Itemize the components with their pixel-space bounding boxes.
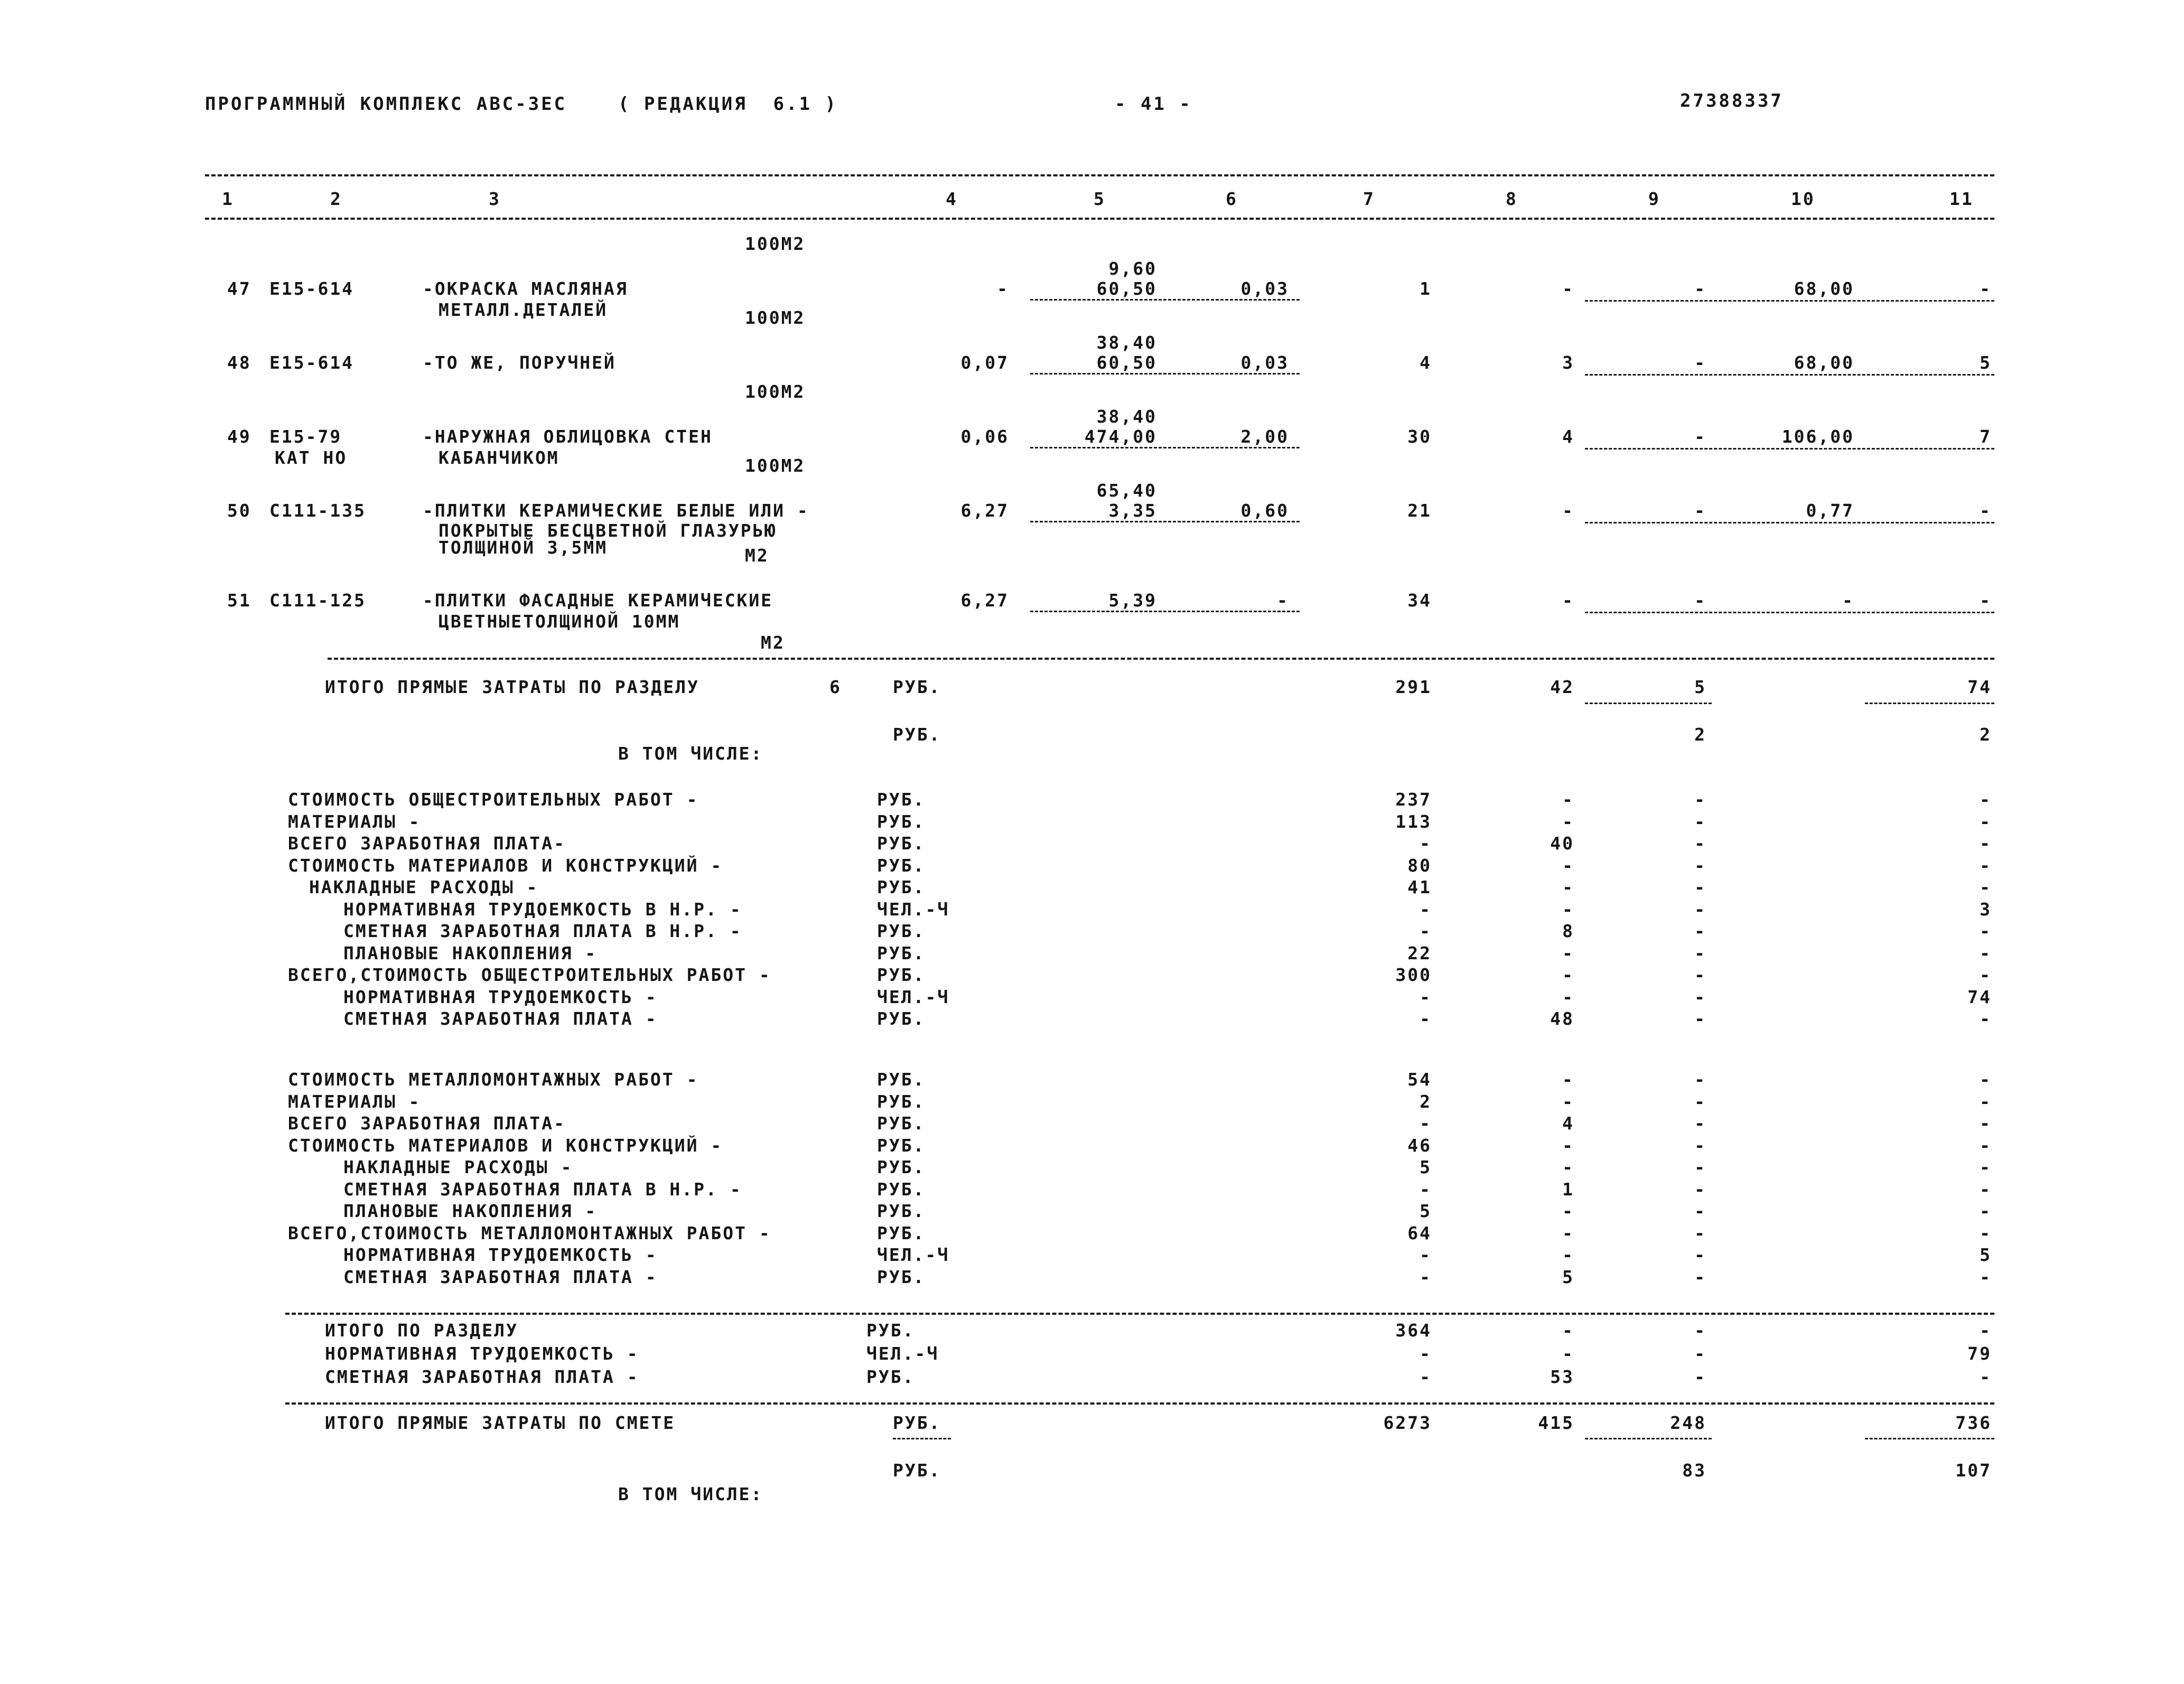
cost-total: 30 (1407, 426, 1432, 447)
estimate-total-cost: 6273 (1383, 1412, 1432, 1433)
cost-total: 1 (1420, 278, 1432, 299)
breakdown-salary: - (1562, 942, 1574, 963)
quantity: - (997, 278, 1009, 299)
breakdown-machines: - (1694, 855, 1706, 876)
breakdown-machines: - (1694, 1266, 1706, 1287)
breakdown-label: СМЕТНАЯ ЗАРАБОТНАЯ ПЛАТА - (343, 1266, 658, 1287)
rule-line (328, 658, 1994, 660)
rule-line (1030, 299, 1300, 301)
summary-cost: - (1420, 1367, 1432, 1387)
breakdown-unit: ЧЕЛ.-Ч (877, 986, 950, 1007)
breakdown-machines: - (1694, 789, 1706, 810)
summary-cost: - (1420, 1343, 1432, 1364)
breakdown-unit: РУБ. (877, 1157, 926, 1177)
currency-unit: РУБ. (893, 724, 941, 745)
rule-line (1585, 374, 1994, 376)
rule-line (1585, 522, 1994, 523)
breakdown-label: ПЛАНОВЫЕ НАКОПЛЕНИЯ - (343, 942, 598, 963)
breakdown-unit: РУБ. (877, 1222, 926, 1243)
item-description-line2: ЦВЕТНЫЕТОЛЩИНОЙ 10ММ (438, 611, 680, 632)
breakdown-cost: - (1420, 921, 1432, 941)
breakdown-unit: ЧЕЛ.-Ч (877, 899, 950, 920)
currency-unit: РУБ. (893, 1460, 941, 1481)
item-description: -ПЛИТКИ КЕРАМИЧЕСКИЕ БЕЛЫЕ ИЛИ - (423, 500, 809, 521)
unit-label-last: М2 (761, 632, 785, 653)
labor-total: 7 (1980, 426, 1992, 447)
breakdown-unit: РУБ. (877, 1266, 926, 1287)
labor-rate: 0,60 (1240, 500, 1289, 521)
breakdown-unit: РУБ. (877, 811, 926, 832)
breakdown-cost: 80 (1407, 855, 1432, 876)
breakdown-labor: - (1980, 1091, 1992, 1112)
norm-rate: 106,00 (1781, 426, 1854, 447)
salary-total: 3 (1562, 352, 1574, 373)
norm-rate: 68,00 (1794, 278, 1854, 299)
breakdown-machines: - (1694, 1222, 1706, 1243)
column-header-8: 8 (1506, 189, 1518, 209)
breakdown-labor: - (1980, 1069, 1992, 1090)
item-description-line3: ТОЛЩИНОЙ 3,5ММ (438, 537, 608, 558)
breakdown-machines: - (1694, 986, 1706, 1007)
summary-label: НОРМАТИВНАЯ ТРУДОЕМКОСТЬ - (325, 1343, 639, 1364)
breakdown-machines: - (1694, 965, 1706, 985)
unit-cost: 60,50 (1096, 278, 1157, 299)
column-header-1: 1 (222, 189, 234, 209)
breakdown-salary: - (1562, 855, 1574, 876)
unit-label: 100М2 (745, 381, 806, 402)
machines-total: - (1694, 590, 1706, 611)
estimate-total-label: ИТОГО ПРЯМЫЕ ЗАТРАТЫ ПО СМЕТЕ (325, 1412, 676, 1433)
breakdown-cost: 46 (1407, 1135, 1432, 1156)
summary-labor: - (1980, 1367, 1992, 1387)
summary-machines: - (1694, 1367, 1706, 1387)
rate-upper: 65,40 (1096, 480, 1157, 501)
breakdown-label: ВСЕГО ЗАРАБОТНАЯ ПЛАТА- (288, 833, 566, 854)
breakdown-label: СТОИМОСТЬ ОБЩЕСТРОИТЕЛЬНЫХ РАБОТ - (288, 789, 699, 810)
breakdown-cost: - (1420, 899, 1432, 920)
item-number: 47 (227, 278, 251, 299)
breakdown-label: НАКЛАДНЫЕ РАСХОДЫ - (343, 1157, 573, 1177)
item-number: 48 (227, 352, 251, 373)
breakdown-labor: - (1980, 1222, 1992, 1243)
breakdown-labor: - (1980, 921, 1992, 941)
breakdown-cost: 237 (1395, 789, 1432, 810)
item-number: 50 (227, 500, 251, 521)
summary-label: ИТОГО ПО РАЗДЕЛУ (325, 1320, 518, 1341)
breakdown-labor: - (1980, 1008, 1992, 1029)
column-header-3: 3 (489, 189, 501, 209)
item-description-line2: МЕТАЛЛ.ДЕТАЛЕЙ (438, 300, 608, 320)
unit-cost: 60,50 (1096, 352, 1157, 373)
column-header-10: 10 (1791, 189, 1815, 209)
unit-cost: 3,35 (1108, 500, 1157, 521)
breakdown-machines: - (1694, 1245, 1706, 1265)
breakdown-machines: - (1694, 1135, 1706, 1156)
item-description: -ОКРАСКА МАСЛЯНАЯ (423, 278, 628, 299)
labor-total: - (1980, 500, 1992, 521)
breakdown-labor: 5 (1980, 1245, 1992, 1265)
breakdown-unit: РУБ. (877, 833, 926, 854)
breakdown-cost: - (1420, 1178, 1432, 1200)
rate-upper: 38,40 (1096, 332, 1157, 353)
summary-unit: ЧЕЛ.-Ч (866, 1343, 939, 1364)
breakdown-labor: - (1980, 942, 1992, 963)
breakdown-unit: РУБ. (877, 965, 926, 985)
breakdown-label: МАТЕРИАЛЫ - (288, 811, 421, 832)
machines-total: - (1694, 352, 1706, 373)
breakdown-salary: - (1562, 986, 1574, 1007)
labor-rate: - (1277, 590, 1289, 611)
breakdown-unit: РУБ. (877, 1008, 926, 1029)
norm-rate: - (1842, 590, 1854, 611)
salary-total: - (1562, 500, 1574, 521)
breakdown-machines: - (1694, 942, 1706, 963)
breakdown-salary: - (1562, 1222, 1574, 1243)
item-description: -ТО ЖЕ, ПОРУЧНЕЙ (423, 352, 616, 373)
breakdown-labor: - (1980, 1266, 1992, 1287)
quantity: 6,27 (960, 590, 1009, 611)
labor-total: - (1980, 590, 1992, 611)
breakdown-cost: 41 (1407, 877, 1432, 897)
rule-line (1030, 521, 1300, 522)
salary-total: 4 (1562, 426, 1574, 447)
breakdown-machines: - (1694, 1178, 1706, 1200)
summary-labor: 79 (1967, 1343, 1992, 1364)
breakdown-label: ВСЕГО ЗАРАБОТНАЯ ПЛАТА- (288, 1113, 566, 1134)
breakdown-label: НАКЛАДНЫЕ РАСХОДЫ - (309, 877, 539, 897)
breakdown-label: СТОИМОСТЬ МЕТАЛЛОМОНТАЖНЫХ РАБОТ - (288, 1069, 699, 1090)
breakdown-cost: - (1420, 986, 1432, 1007)
breakdown-label: ВСЕГО,СТОИМОСТЬ МЕТАЛЛОМОНТАЖНЫХ РАБОТ - (288, 1222, 771, 1243)
summary-salary: - (1562, 1343, 1574, 1364)
breakdown-salary: 4 (1562, 1113, 1574, 1134)
rule-line (1865, 703, 1994, 704)
breakdown-unit: ЧЕЛ.-Ч (877, 1245, 950, 1265)
program-name: ПРОГРАММНЫЙ КОМПЛЕКС АВС-ЗЕС (205, 93, 567, 115)
breakdown-salary: - (1562, 1135, 1574, 1156)
estimate-total-labor: 736 (1955, 1412, 1992, 1433)
item-code: Е15-614 (269, 278, 354, 299)
breakdown-salary: 1 (1562, 1178, 1574, 1200)
labor-total: 5 (1980, 352, 1992, 373)
breakdown-machines: - (1694, 811, 1706, 832)
rule-line (1585, 300, 1994, 302)
unit-label: 100М2 (745, 233, 806, 254)
rate-upper: 38,40 (1096, 406, 1157, 427)
breakdown-machines: - (1694, 1157, 1706, 1177)
currency-unit: РУБ. (893, 1412, 941, 1433)
item-code: Е15-79 (269, 426, 342, 447)
section-total-machines-salary: 2 (1694, 724, 1706, 745)
rule-line (285, 1402, 1994, 1405)
breakdown-labor: - (1980, 1113, 1992, 1134)
breakdown-labor: - (1980, 965, 1992, 985)
breakdown-cost: 113 (1395, 811, 1432, 832)
column-header-7: 7 (1363, 189, 1375, 209)
breakdown-unit: РУБ. (877, 877, 926, 897)
salary-total: - (1562, 590, 1574, 611)
breakdown-salary: - (1562, 1201, 1574, 1221)
breakdown-cost: - (1420, 1266, 1432, 1287)
breakdown-salary: - (1562, 789, 1574, 810)
machines-total: - (1694, 278, 1706, 299)
column-header-6: 6 (1226, 189, 1238, 209)
cost-total: 34 (1407, 590, 1432, 611)
breakdown-unit: РУБ. (877, 942, 926, 963)
rule-line (1030, 611, 1300, 612)
breakdown-label: СТОИМОСТЬ МАТЕРИАЛОВ И КОНСТРУКЦИЙ - (288, 1135, 723, 1156)
section-total-machines: 5 (1694, 677, 1706, 697)
breakdown-cost: - (1420, 1245, 1432, 1265)
breakdown-label: СМЕТНАЯ ЗАРАБОТНАЯ ПЛАТА - (343, 1008, 658, 1029)
breakdown-label: СМЕТНАЯ ЗАРАБОТНАЯ ПЛАТА В Н.Р. - (343, 1178, 742, 1200)
section-total-label: ИТОГО ПРЯМЫЕ ЗАТРАТЫ ПО РАЗДЕЛУ (325, 677, 699, 697)
breakdown-labor: - (1980, 1135, 1992, 1156)
breakdown-label: ВСЕГО,СТОИМОСТЬ ОБЩЕСТРОИТЕЛЬНЫХ РАБОТ - (288, 965, 771, 985)
rule-line (285, 1313, 1994, 1315)
breakdown-salary: - (1562, 1091, 1574, 1112)
estimate-total-machines-salary: 83 (1682, 1460, 1706, 1481)
breakdown-cost: 5 (1420, 1157, 1432, 1177)
rule-line (205, 218, 1994, 220)
unit-label: 100М2 (745, 455, 806, 476)
section-total-labor-extra: 2 (1980, 724, 1992, 745)
item-description-line2: КАБАНЧИКОМ (438, 447, 559, 468)
breakdown-salary: - (1562, 1245, 1574, 1265)
summary-cost: 364 (1395, 1320, 1432, 1341)
breakdown-label: НОРМАТИВНАЯ ТРУДОЕМКОСТЬ - (343, 1245, 658, 1265)
rule-line (893, 1438, 951, 1439)
summary-machines: - (1694, 1320, 1706, 1341)
breakdown-machines: - (1694, 1091, 1706, 1112)
breakdown-machines: - (1694, 833, 1706, 854)
breakdown-label: СТОИМОСТЬ МАТЕРИАЛОВ И КОНСТРУКЦИЙ - (288, 855, 723, 876)
summary-salary: 53 (1550, 1367, 1574, 1387)
rule-line (1865, 1438, 1994, 1439)
column-header-9: 9 (1648, 189, 1660, 209)
breakdown-labor: - (1980, 833, 1992, 854)
unit-label: 100М2 (745, 307, 806, 328)
breakdown-unit: РУБ. (877, 789, 926, 810)
breakdown-unit: РУБ. (877, 921, 926, 941)
including-label: В ТОМ ЧИСЛЕ: (618, 1484, 763, 1504)
salary-total: - (1562, 278, 1574, 299)
breakdown-labor: - (1980, 811, 1992, 832)
breakdown-unit: РУБ. (877, 1135, 926, 1156)
breakdown-cost: 54 (1407, 1069, 1432, 1090)
breakdown-cost: - (1420, 1113, 1432, 1134)
breakdown-cost: - (1420, 833, 1432, 854)
labor-rate: 2,00 (1240, 426, 1289, 447)
breakdown-unit: РУБ. (877, 1091, 926, 1112)
quantity: 0,06 (960, 426, 1009, 447)
breakdown-label: НОРМАТИВНАЯ ТРУДОЕМКОСТЬ В Н.Р. - (343, 899, 742, 920)
breakdown-salary: 8 (1562, 921, 1574, 941)
breakdown-unit: РУБ. (877, 855, 926, 876)
breakdown-salary: - (1562, 899, 1574, 920)
breakdown-unit: РУБ. (877, 1069, 926, 1090)
document-code: 27388337 (1680, 90, 1784, 111)
column-header-2: 2 (330, 189, 342, 209)
section-total-salary: 42 (1550, 677, 1574, 697)
item-code: С111-135 (269, 500, 366, 521)
rule-line (1585, 1438, 1712, 1439)
breakdown-machines: - (1694, 899, 1706, 920)
breakdown-cost: 300 (1395, 965, 1432, 985)
summary-unit: РУБ. (866, 1320, 915, 1341)
estimate-total-salary: 415 (1538, 1412, 1574, 1433)
quantity: 0,07 (960, 352, 1009, 373)
cost-total: 21 (1407, 500, 1432, 521)
breakdown-salary: - (1562, 877, 1574, 897)
breakdown-unit: РУБ. (877, 1113, 926, 1134)
rate-upper: 9,60 (1108, 258, 1157, 279)
section-total-labor: 74 (1967, 677, 1992, 697)
breakdown-label: МАТЕРИАЛЫ - (288, 1091, 421, 1112)
estimate-total-labor-extra: 107 (1955, 1460, 1992, 1481)
breakdown-cost: - (1420, 1008, 1432, 1029)
rule-line (1585, 448, 1994, 450)
cost-total: 4 (1420, 352, 1432, 373)
breakdown-labor: 3 (1980, 899, 1992, 920)
breakdown-salary: - (1562, 811, 1574, 832)
rule-line (1030, 447, 1300, 448)
item-description-line2: ПОКРЫТЫЕ БЕСЦВЕТНОЙ ГЛАЗУРЬЮ (438, 520, 777, 541)
breakdown-labor: - (1980, 789, 1992, 810)
summary-labor: - (1980, 1320, 1992, 1341)
item-code: С111-125 (269, 590, 366, 611)
breakdown-salary: - (1562, 1157, 1574, 1177)
estimate-total-machines: 248 (1670, 1412, 1706, 1433)
rule-line (1585, 703, 1712, 704)
labor-rate: 0,03 (1240, 352, 1289, 373)
breakdown-machines: - (1694, 1201, 1706, 1221)
labor-rate: 0,03 (1240, 278, 1289, 299)
breakdown-salary: 48 (1550, 1008, 1574, 1029)
breakdown-label: НОРМАТИВНАЯ ТРУДОЕМКОСТЬ - (343, 986, 658, 1007)
breakdown-cost: 5 (1420, 1201, 1432, 1221)
breakdown-salary: 5 (1562, 1266, 1574, 1287)
unit-label: М2 (745, 545, 769, 566)
section-total-cost: 291 (1395, 677, 1432, 697)
breakdown-salary: 40 (1550, 833, 1574, 854)
breakdown-machines: - (1694, 1069, 1706, 1090)
rule-line (1030, 373, 1300, 375)
breakdown-machines: - (1694, 1008, 1706, 1029)
machines-total: - (1694, 500, 1706, 521)
breakdown-salary: - (1562, 965, 1574, 985)
rule-line (205, 174, 1994, 176)
item-number: 49 (227, 426, 251, 447)
breakdown-cost: 2 (1420, 1091, 1432, 1112)
rule-line (1585, 612, 1994, 613)
item-number: 51 (227, 590, 251, 611)
column-header-4: 4 (946, 189, 958, 209)
breakdown-machines: - (1694, 921, 1706, 941)
breakdown-cost: 64 (1407, 1222, 1432, 1243)
currency-unit: РУБ. (893, 677, 941, 697)
section-number: 6 (829, 677, 842, 697)
summary-label: СМЕТНАЯ ЗАРАБОТНАЯ ПЛАТА - (325, 1367, 639, 1387)
breakdown-unit: РУБ. (877, 1201, 926, 1221)
breakdown-label: СМЕТНАЯ ЗАРАБОТНАЯ ПЛАТА В Н.Р. - (343, 921, 742, 941)
unit-cost: 5,39 (1108, 590, 1157, 611)
breakdown-labor: - (1980, 1201, 1992, 1221)
breakdown-cost: 22 (1407, 942, 1432, 963)
norm-rate: 68,00 (1794, 352, 1854, 373)
item-description: -НАРУЖНАЯ ОБЛИЦОВКА СТЕН (423, 426, 713, 447)
breakdown-labor: - (1980, 1157, 1992, 1177)
summary-machines: - (1694, 1343, 1706, 1364)
breakdown-salary: - (1562, 1069, 1574, 1090)
summary-unit: РУБ. (866, 1367, 915, 1387)
column-header-11: 11 (1949, 189, 1974, 209)
item-description: -ПЛИТКИ ФАСАДНЫЕ КЕРАМИЧЕСКИЕ (423, 590, 773, 611)
breakdown-machines: - (1694, 1113, 1706, 1134)
unit-cost: 474,00 (1084, 426, 1157, 447)
breakdown-labor: - (1980, 855, 1992, 876)
quantity: 6,27 (960, 500, 1009, 521)
breakdown-labor: - (1980, 1178, 1992, 1200)
page-number: - 41 - (1115, 93, 1192, 115)
machines-total: - (1694, 426, 1706, 447)
column-header-5: 5 (1094, 189, 1106, 209)
breakdown-unit: РУБ. (877, 1178, 926, 1200)
edition-label: ( РЕДАКЦИЯ 6.1 ) (618, 93, 838, 115)
breakdown-labor: - (1980, 877, 1992, 897)
including-label: В ТОМ ЧИСЛЕ: (618, 743, 763, 764)
labor-total: - (1980, 278, 1992, 299)
breakdown-machines: - (1694, 877, 1706, 897)
breakdown-labor: 74 (1967, 986, 1992, 1007)
item-code-note: КАТ НО (275, 447, 348, 468)
summary-salary: - (1562, 1320, 1574, 1341)
norm-rate: 0,77 (1806, 500, 1854, 521)
breakdown-label: ПЛАНОВЫЕ НАКОПЛЕНИЯ - (343, 1201, 598, 1221)
item-code: Е15-614 (269, 352, 354, 373)
